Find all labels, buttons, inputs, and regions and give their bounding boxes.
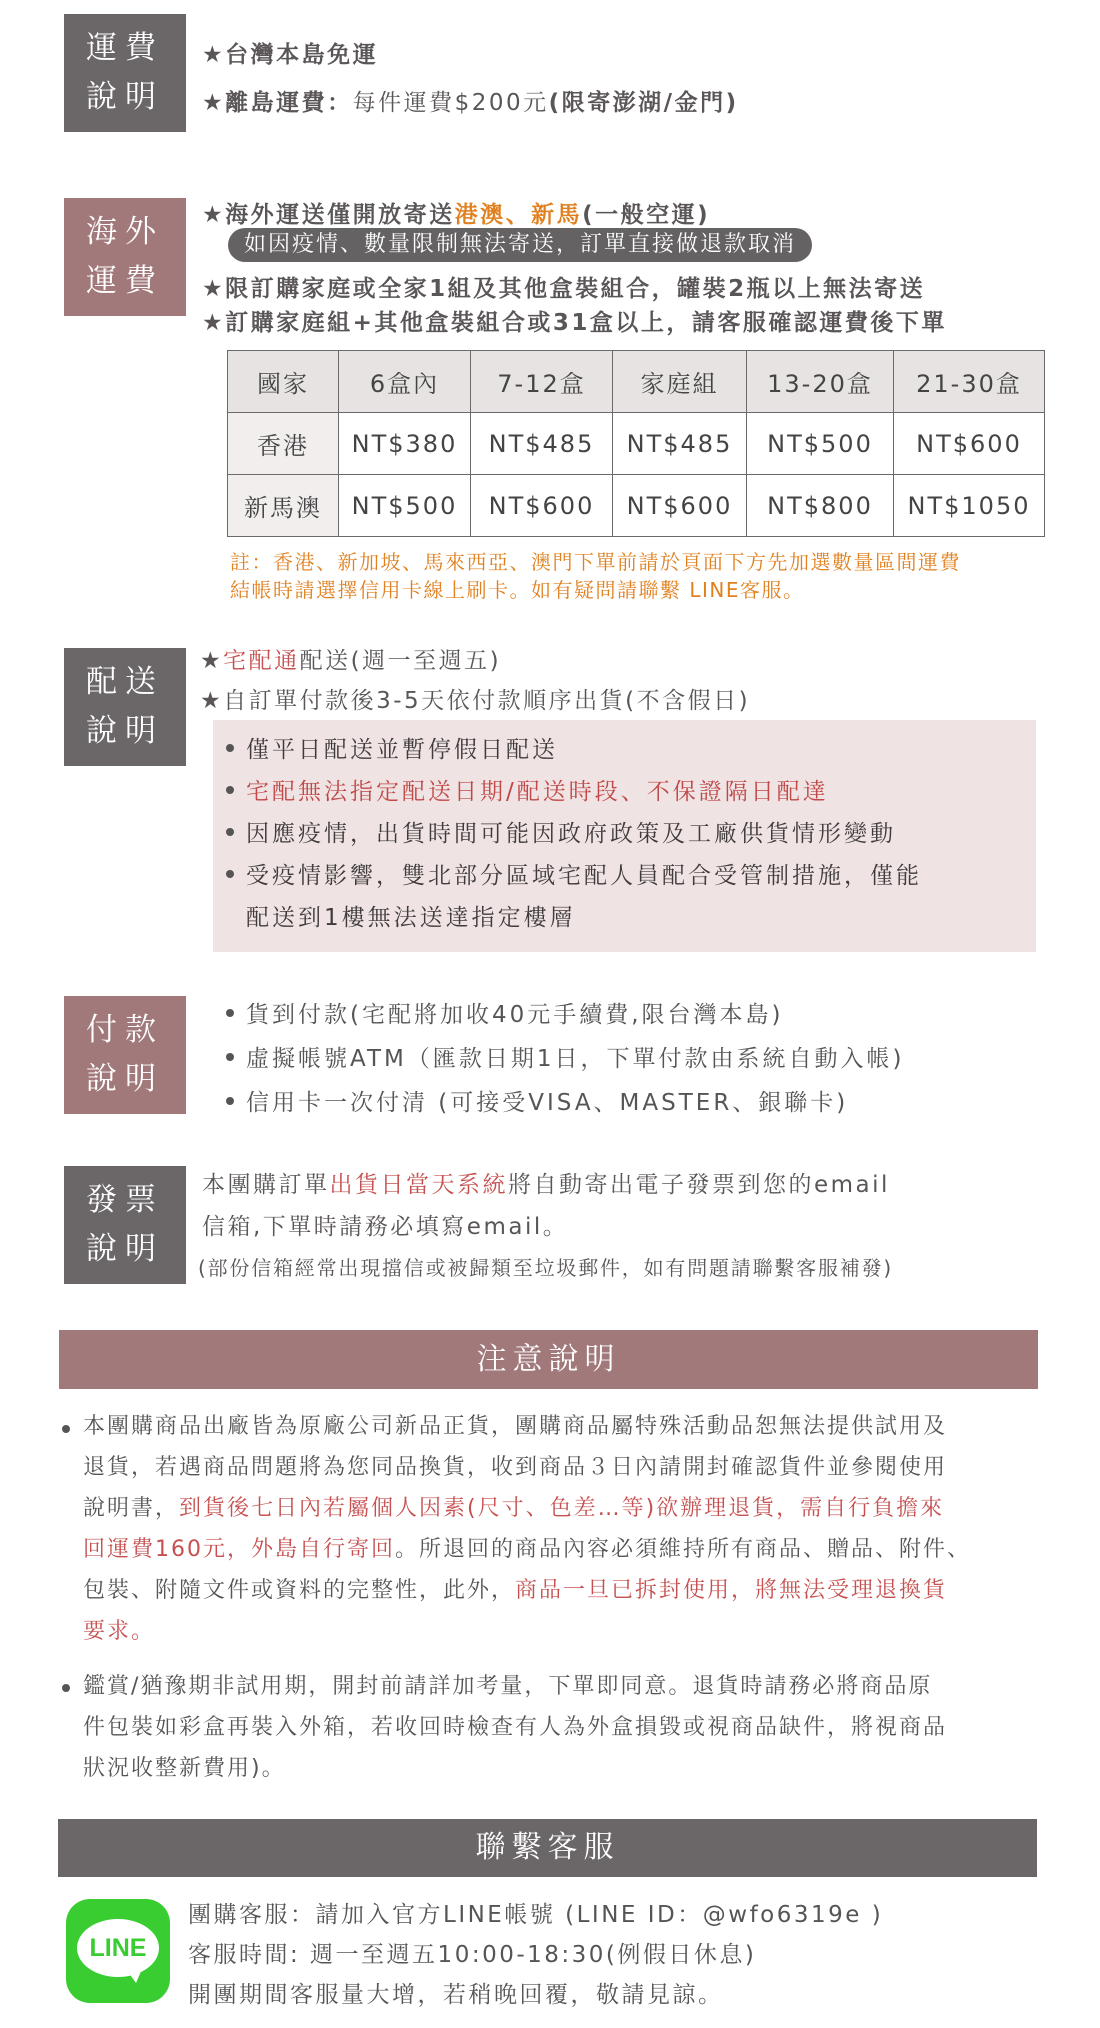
shipping-line-2 (202, 84, 739, 117)
notice-line: 鑑賞/猶豫期非試用期，開封前請詳加考量，下單即同意。退貨時請務必將商品原 (83, 1674, 933, 1699)
payment-item (226, 1084, 848, 1117)
overseas-line-1-prefix: ★海外運送僅開放寄送 (202, 202, 455, 228)
line-logo-tail (126, 1969, 142, 1983)
notice-line (83, 1406, 947, 1447)
notice-text: 退貨，若遇商品問題將為您同品換貨，收到商品３日內請開封確認貨件並參閱使用 (83, 1455, 948, 1480)
notice-highlight-text: 商品一旦已拆封使用，將無法受理退換貨 (515, 1578, 948, 1603)
notice-banner: 注意說明 (59, 1330, 1038, 1389)
overseas-note-1: 註：香港、新加坡、馬來西亞、澳門下單前請於頁面下方先加選數量區間運費 (230, 550, 961, 574)
notice-line (83, 1488, 944, 1529)
rate-cell: NT$600 (613, 475, 747, 537)
payment-item-text: 貨到付款(宅配將加收40元手續費,限台灣本島) (246, 1002, 784, 1028)
bullet-dot (226, 870, 234, 878)
invoice-label-top: 發票 (86, 1182, 164, 1218)
line-logo-text: LINE (89, 1934, 147, 1962)
notice-bullet-dot (62, 1684, 70, 1692)
overseas-rate-table (227, 350, 1045, 537)
overseas-line-1-highlight: 港澳、新馬 (454, 202, 583, 228)
overseas-note-2: 結帳時請選擇信用卡線上刷卡。如有疑問請聯繫 LINE客服。 (230, 578, 805, 602)
overseas-covid-pill: 如因疫情、數量限制無法寄送，訂單直接做退款取消 (228, 228, 812, 262)
overseas-label-top: 海外 (86, 214, 164, 250)
shipping-line-2-mid: 每件運費$200元 (352, 90, 549, 116)
delivery-line-1-highlight: 宅配通 (223, 648, 300, 674)
contact-line-2: 客服時間: 週一至週五10:00-18:30(例假日休息) (188, 1942, 757, 1968)
delivery-bullet (226, 731, 558, 764)
line-logo-icon (66, 1899, 170, 2003)
rate-table-row (228, 413, 1045, 475)
rate-cell: NT$485 (613, 413, 747, 475)
rate-cell: NT$600 (471, 475, 613, 537)
notice-text: 本團購商品出廠皆為原廠公司新品正貨，團購商品屬特殊活動品恕無法提供試用及 (83, 1414, 948, 1439)
shipping-line-1: ★台灣本島免運 (202, 42, 379, 68)
delivery-line-1 (200, 642, 501, 675)
invoice-label-bottom: 說明 (86, 1231, 164, 1267)
contact-line-1: 團購客服：請加入官方LINE帳號 (LINE ID：@wfo6319e ) (188, 1902, 884, 1928)
contact-banner: 聯繫客服 (58, 1819, 1037, 1877)
contact-line-3: 開團期間客服量大增，若稍晚回覆，敬請見諒。 (188, 1982, 724, 2008)
rate-cell: NT$500 (339, 475, 471, 537)
payment-label-top: 付款 (86, 1012, 164, 1048)
overseas-line-1-suffix: (一般空運) (582, 202, 711, 228)
invoice-line-1-suffix: 將自動寄出電子發票到您的email (508, 1172, 890, 1198)
notice-text: 說明書， (83, 1496, 180, 1521)
rate-cell: NT$600 (894, 413, 1045, 475)
delivery-label-bottom: 說明 (86, 713, 164, 749)
delivery-line-1-star: ★ (200, 648, 224, 674)
notice-text: 。所退回的商品內容必須維持所有商品、贈品、附件、 (395, 1537, 972, 1562)
overseas-label-bottom: 運費 (86, 263, 164, 299)
shipping-label-top: 運費 (86, 30, 164, 66)
delivery-line-1-suffix: 配送(週一至週五) (299, 648, 502, 674)
payment-item (226, 996, 784, 1029)
shipping-label (64, 14, 186, 132)
delivery-bullet-text: 宅配無法指定配送日期/配送時段、不保證隔日配達 (246, 779, 829, 805)
delivery-bullet-text: 因應疫情，出貨時間可能因政府政策及工廠供貨情形變動 (246, 821, 896, 847)
invoice-line-3: (部份信箱經常出現擋信或被歸類至垃圾郵件，如有問題請聯繫客服補發) (198, 1256, 894, 1280)
overseas-line-2: ★限訂購家庭或全家1組及其他盒裝組合，罐裝2瓶以上無法寄送 (202, 276, 926, 302)
invoice-line-1 (202, 1166, 890, 1199)
notice-line (83, 1529, 971, 1570)
notice-bullet-dot (62, 1425, 70, 1433)
bullet-dot (226, 1053, 234, 1061)
notice-text: 包裝、附隨文件或資料的完整性，此外， (83, 1578, 516, 1603)
delivery-line-2: ★自訂單付款後3-5天依付款順序出貨(不含假日) (200, 688, 751, 714)
rate-table-row (228, 475, 1045, 537)
delivery-label-top: 配送 (86, 664, 164, 700)
payment-label-bottom: 說明 (86, 1061, 164, 1097)
notice-highlight-text: 要求。 (83, 1619, 156, 1644)
invoice-line-1-prefix: 本團購訂單 (202, 1172, 330, 1198)
notice-line (83, 1611, 155, 1652)
rate-cell: NT$500 (747, 413, 894, 475)
rate-header-21-30: 21-30盒 (894, 351, 1045, 413)
overseas-label (64, 198, 186, 316)
delivery-bullet (226, 857, 922, 890)
payment-item-text: 信用卡一次付清 (可接受VISA、MASTER、銀聯卡) (246, 1090, 849, 1116)
overseas-line-1 (202, 196, 710, 229)
shipping-line-2-prefix: ★離島運費： (202, 90, 353, 116)
bullet-dot (226, 1097, 234, 1105)
invoice-label (64, 1166, 186, 1284)
rate-cell: NT$800 (747, 475, 894, 537)
invoice-line-2: 信箱,下單時請務必填寫email。 (202, 1214, 569, 1240)
notice-line (83, 1447, 947, 1488)
rate-header-family: 家庭組 (613, 351, 747, 413)
delivery-bullet (226, 815, 896, 848)
bullet-dot (226, 786, 234, 794)
delivery-label (64, 648, 186, 766)
rate-header-country: 國家 (228, 351, 339, 413)
delivery-bullet-continuation: 配送到1樓無法送達指定樓層 (246, 905, 576, 931)
bullet-dot (226, 1009, 234, 1017)
delivery-bullet (226, 773, 829, 806)
shipping-line-2-suffix: (限寄澎湖/金門) (548, 90, 739, 116)
bullet-dot (226, 744, 234, 752)
rate-header-13-20: 13-20盒 (747, 351, 894, 413)
shipping-label-bottom: 說明 (86, 79, 164, 115)
overseas-line-3: ★訂購家庭組+其他盒裝組合或31盒以上，請客服確認運費後下單 (202, 310, 947, 336)
rate-header-7-12: 7-12盒 (471, 351, 613, 413)
delivery-bullet-text: 受疫情影響，雙北部分區域宅配人員配合受管制措施，僅能 (246, 863, 922, 889)
rate-cell: NT$485 (471, 413, 613, 475)
payment-item (226, 1040, 904, 1073)
rate-cell-country: 香港 (228, 413, 339, 475)
payment-label (64, 996, 186, 1114)
notice-line (83, 1570, 947, 1611)
notice-highlight-text: 回運費160元，外島自行寄回 (83, 1537, 395, 1562)
notice-line: 件包裝如彩盒再裝入外箱，若收回時檢查有人為外盒損毀或視商品缺件，將視商品 (83, 1715, 948, 1740)
delivery-bullet-text: 僅平日配送並暫停假日配送 (246, 737, 558, 763)
rate-table-header-row (228, 351, 1045, 413)
rate-cell: NT$380 (339, 413, 471, 475)
notice-highlight-text: 到貨後七日內若屬個人因素(尺寸、色差…等)欲辦理退貨，需自行負擔來 (179, 1496, 945, 1521)
rate-header-6: 6盒內 (339, 351, 471, 413)
rate-cell: NT$1050 (894, 475, 1045, 537)
payment-item-text: 虛擬帳號ATM（匯款日期1日，下單付款由系統自動入帳) (246, 1046, 905, 1072)
rate-cell-country: 新馬澳 (228, 475, 339, 537)
invoice-line-1-highlight: 出貨日當天系統 (329, 1172, 508, 1198)
bullet-dot (226, 828, 234, 836)
notice-line: 狀況收整新費用)。 (83, 1756, 286, 1781)
